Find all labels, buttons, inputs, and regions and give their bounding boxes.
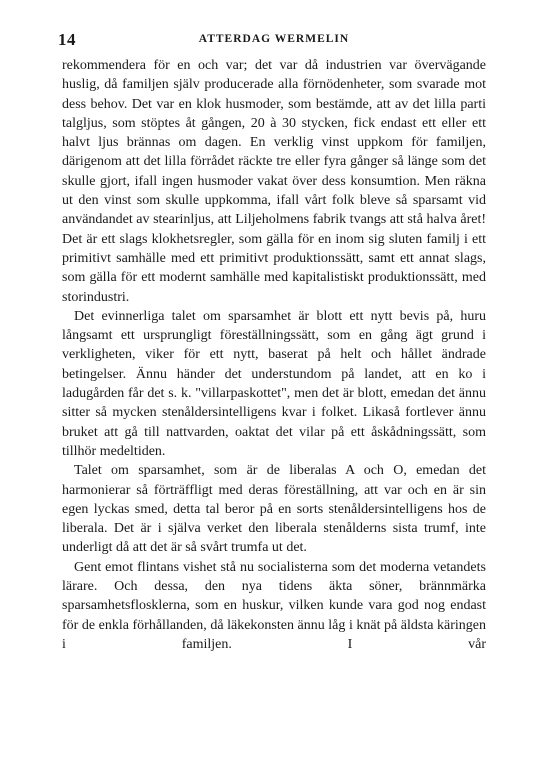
paragraph-4: Gent emot flintans vishet stå nu socialisterna som det moderna vetandets lärare. Och dessa, den nya tidens äkta söner, brännmärka sparsamhetsflosklerna, som en huskur, vilken kunde vara god nog endast för de enkla förhållanden, då läkekonsten ännu låg i knät på äldsta käringen i familjen. I vår <box>62 559 486 652</box>
page-number: 14 <box>58 30 76 49</box>
paragraph-3: Talet om sparsamhet, som är de liberalas A och O, emedan det harmonierar så förträffligt med deras föreställning, att var och en är sin egen lyckas smed, detta tal beror på en sorts stenåldersintelligens hos de liberala. Det är i själva verket den liberala stenålderns sista trumf, inte underligt då att det är så svårt trumfa ut det. <box>62 463 486 556</box>
paragraph-2: Det evinnerliga talet om sparsamhet är blott ett nytt bevis på, huru långsamt ett ursprungligt föreställningssätt, som en gång ägt grund i verkligheten, viker för ett nytt, baserat på helt och hållet ändrade betingelser. Ännu händer det understundom på landet, att en ko i ladugården får det s. k. "villarpaskottet", men det är blott, emedan det ännu sitter så mycken stenåldersintelligens kvar i folket. Likaså fortlever ännu bruket att gå till nattvarden, oaktat det vilar på ett åskådningssätt, som tillhör medeltiden. <box>62 308 486 459</box>
page-header <box>58 30 486 50</box>
paragraph-1: rekommendera för en och var; det var då industrien var övervägande huslig, då familjen själv producerade alla förnödenheter, som svarade mot dess behov. Det var en klok husmoder, som bestämde, att av det lilla parti talgljus, som stöptes åt gången, 20 à 30 stycken, fick endast ett eller ett halvt ljus brännas om dagen. En verklig vinst uppkom för familjen, därigenom att det lilla förrådet räckte tre eller fyra gånger så länge som det skulle gjort, ifall ingen husmoder vakat över dess konsumtion. Men räkna ut den vinst som skulle uppkomma, ifall vårt folk bleve så sparsamt vid användandet av stearinljus, att Liljeholmens fabrik tvangs att stå halva året! Det är ett slags klokhetsregler, som gälla för en inom sig sluten familj i ett primitivt samhälle med ett primitivt produktionssätt, samt ett annat slags, som gälla för ett modernt samhälle med kapitalistiskt produktionssätt, med storindustri. <box>62 58 486 305</box>
book-page <box>58 30 486 654</box>
running-head: ATTERDAG WERMELIN <box>198 33 350 45</box>
body-text <box>62 56 486 654</box>
